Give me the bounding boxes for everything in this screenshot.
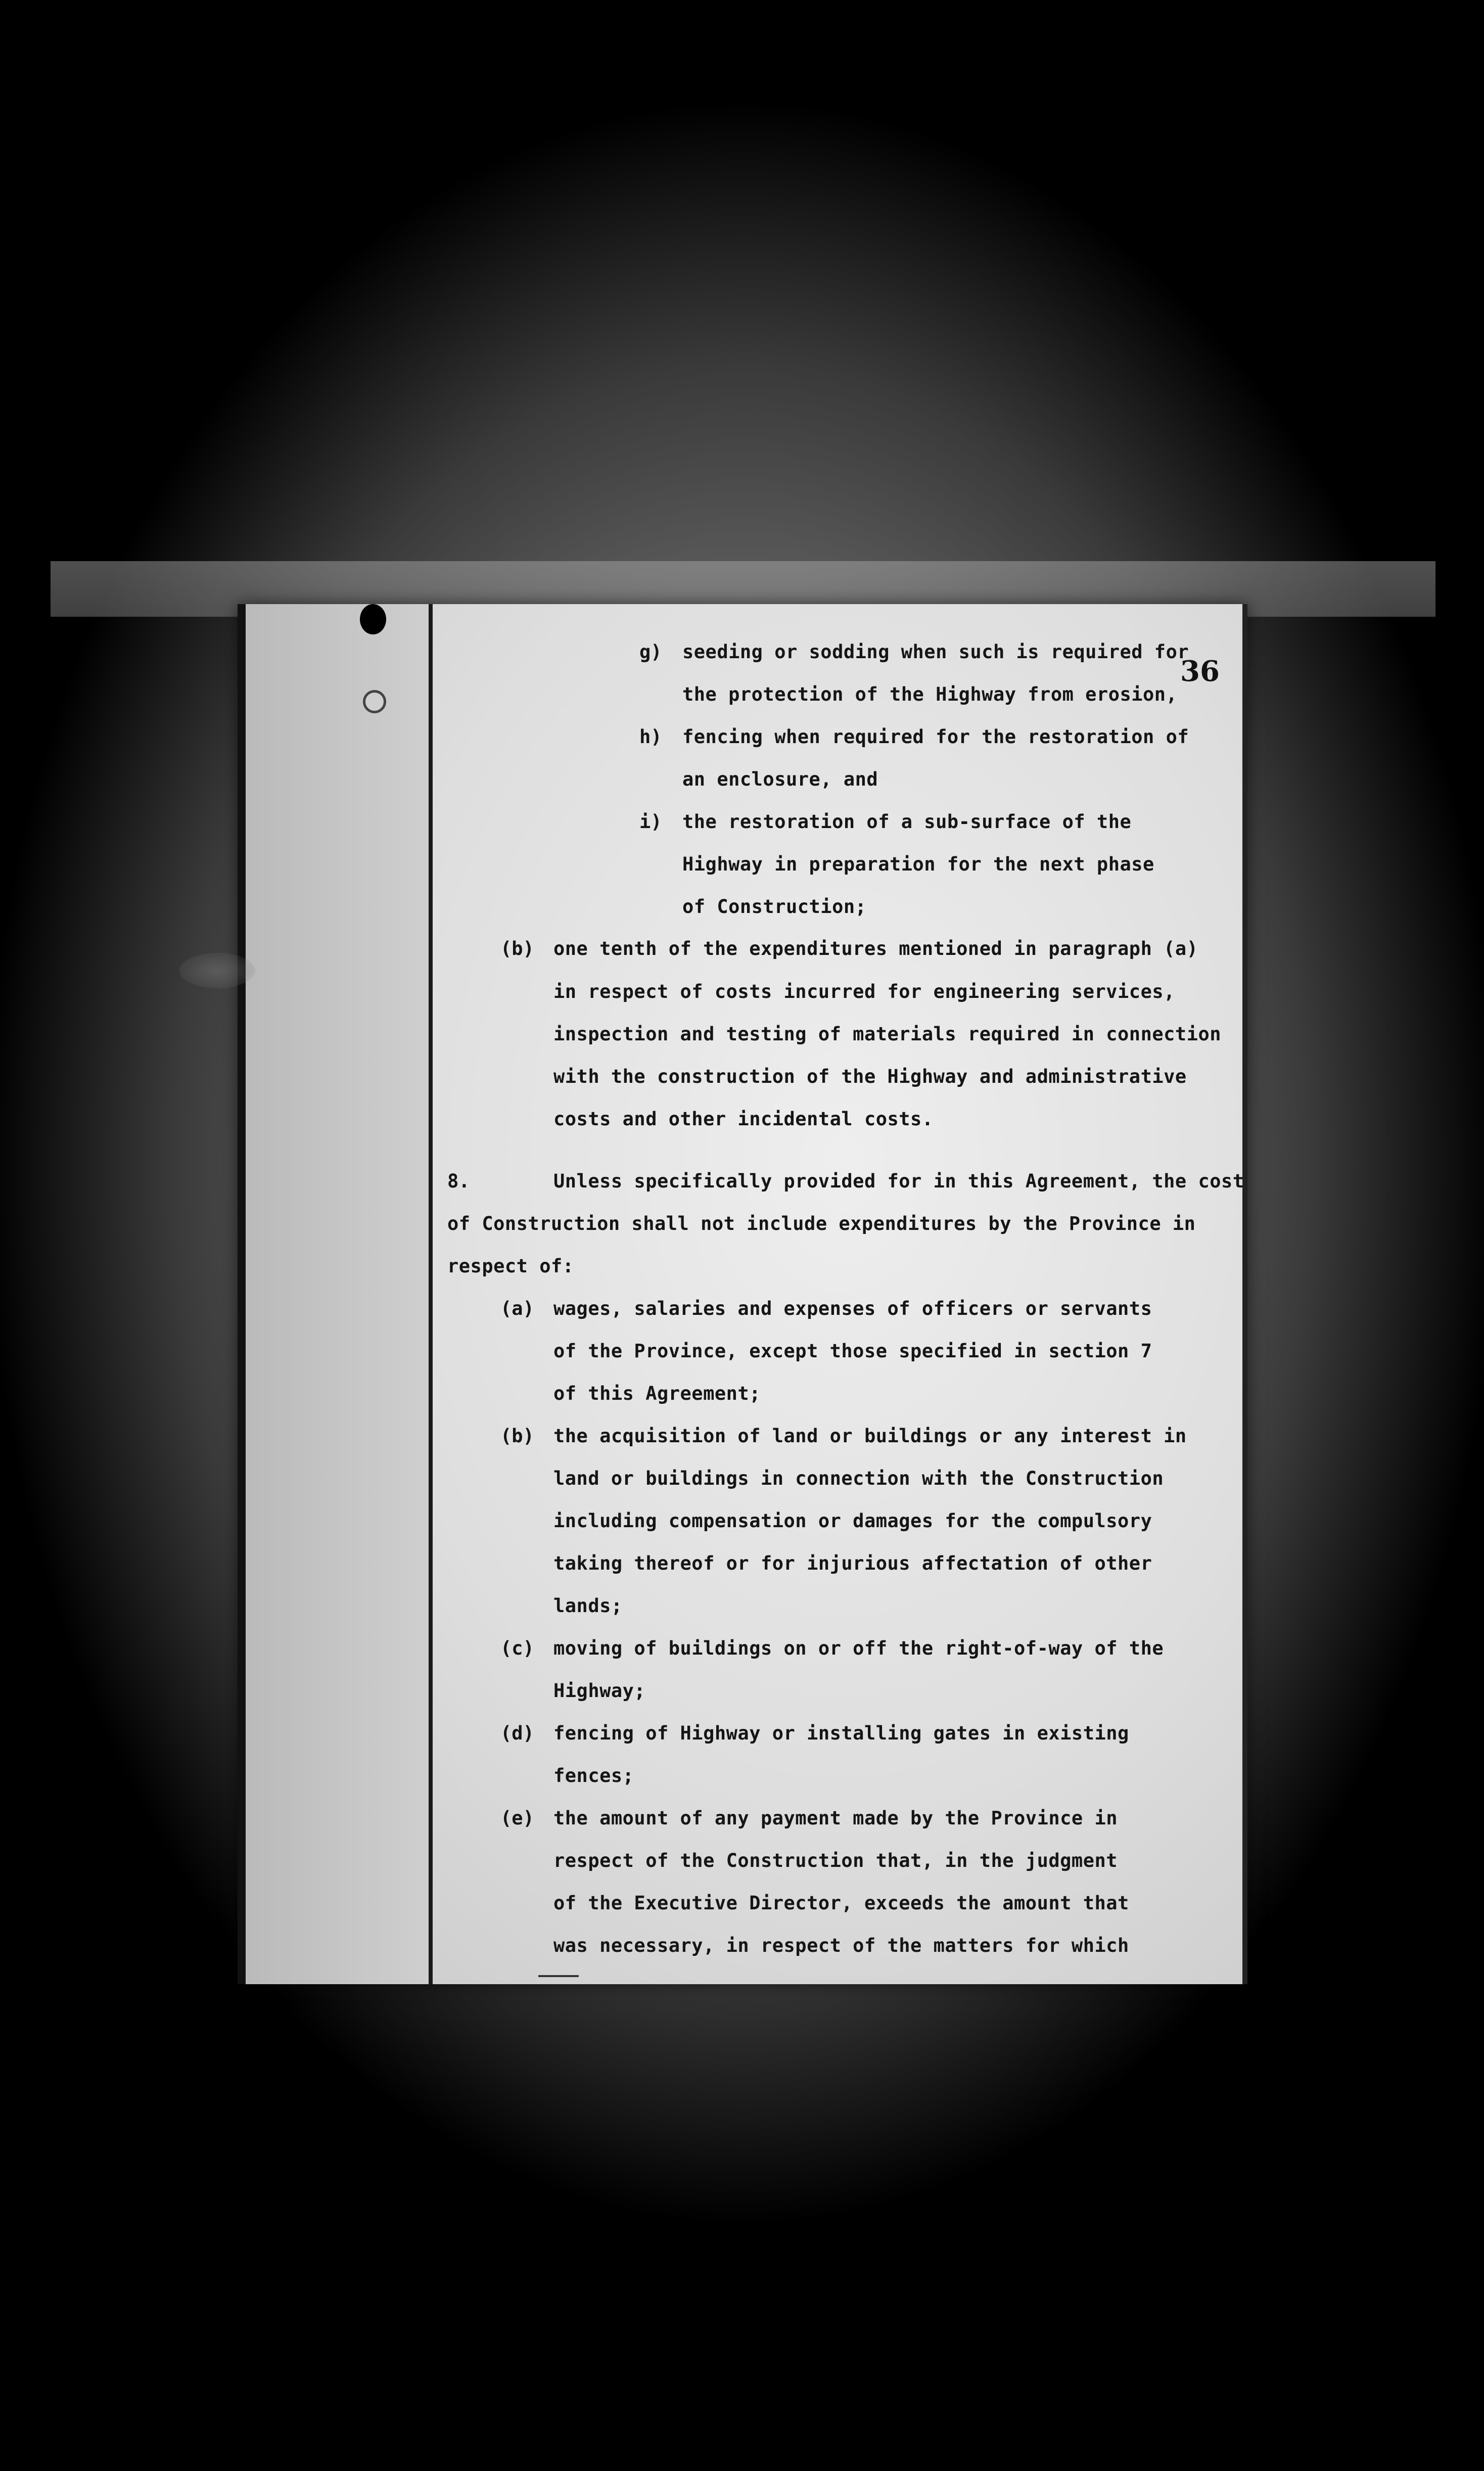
section-8-item-c-marker: (c) [500, 1637, 534, 1659]
section-8-item-b-line: taking thereof or for injurious affectation of other [553, 1552, 1152, 1574]
section-8-item-a-marker: (a) [500, 1298, 534, 1319]
section-8-item-e-line: was necessary, in respect of the matters for which [553, 1935, 1129, 1956]
section-8-item-e-line: respect of the Construction that, in the judgment [553, 1850, 1118, 1871]
item-i-line: Highway in preparation for the next phase [682, 853, 1154, 875]
item-h-line: fencing when required for the restoration of [682, 726, 1189, 748]
item-i-line: the restoration of a sub-surface of the [682, 811, 1132, 833]
paragraph-b-marker: (b) [500, 938, 534, 959]
section-8-item-d-line: fencing of Highway or installing gates in existing [553, 1722, 1129, 1744]
page-right-edge [1242, 604, 1247, 1984]
item-g-line: seeding or sodding when such is required for [682, 641, 1189, 663]
section-8-item-e-line: the amount of any payment made by the Province in [553, 1807, 1118, 1829]
paragraph-b-line: in respect of costs incurred for engineering services, [553, 981, 1175, 1002]
section-8-item-b-line: land or buildings in connection with the Construction [553, 1468, 1164, 1489]
margin-rule [429, 604, 433, 1984]
paragraph-b-line: one tenth of the expenditures mentioned in paragraph (a) [553, 938, 1198, 959]
item-h-marker: h) [639, 726, 662, 748]
item-g-marker: g) [639, 641, 662, 663]
section-8-item-d-line: fences; [553, 1765, 634, 1787]
section-8-intro-line: Unless specifically provided for in this Agreement, the cost [553, 1170, 1244, 1192]
punch-hole-top [360, 604, 386, 634]
paragraph-b-line: with the construction of the Highway and administrative [553, 1066, 1187, 1087]
page-left-edge [238, 604, 246, 1984]
section-8-item-c-line: moving of buildings on or off the right-of-way of the [553, 1637, 1164, 1659]
section-8-item-a-line: wages, salaries and expenses of officers or servants [553, 1298, 1152, 1319]
section-8-item-a-line: of this Agreement; [553, 1383, 761, 1404]
section-8-item-e-marker: (e) [500, 1807, 534, 1829]
section-8-item-b-marker: (b) [500, 1425, 534, 1447]
ink-smudge [179, 953, 255, 988]
section-8-item-b-line: lands; [553, 1595, 623, 1617]
section-8-item-e-line: of the Executive Director, exceeds the amount that [553, 1892, 1129, 1914]
item-g-line: the protection of the Highway from erosion, [682, 683, 1178, 705]
item-i-line: of Construction; [682, 896, 867, 918]
punch-hole-bottom [363, 690, 386, 713]
page-bottom-mark [538, 1975, 579, 1977]
item-h-line: an enclosure, and [682, 768, 878, 790]
section-8-number: 8. [447, 1170, 470, 1192]
page-number: 36 [1180, 655, 1220, 688]
section-8-item-a-line: of the Province, except those specified in section 7 [553, 1340, 1152, 1362]
paragraph-b-line: costs and other incidental costs. [553, 1108, 934, 1130]
paragraph-b-line: inspection and testing of materials required in connection [553, 1023, 1222, 1045]
section-8-item-b-line: including compensation or damages for the compulsory [553, 1510, 1152, 1532]
section-8-item-c-line: Highway; [553, 1680, 646, 1702]
section-8-item-d-marker: (d) [500, 1722, 534, 1744]
section-8-item-b-line: the acquisition of land or buildings or any interest in [553, 1425, 1187, 1447]
section-8-intro-line: respect of: [447, 1255, 574, 1277]
item-i-marker: i) [639, 811, 662, 833]
section-8-intro-line: of Construction shall not include expenditures by the Province in [447, 1213, 1196, 1234]
binding-margin [238, 604, 431, 1984]
